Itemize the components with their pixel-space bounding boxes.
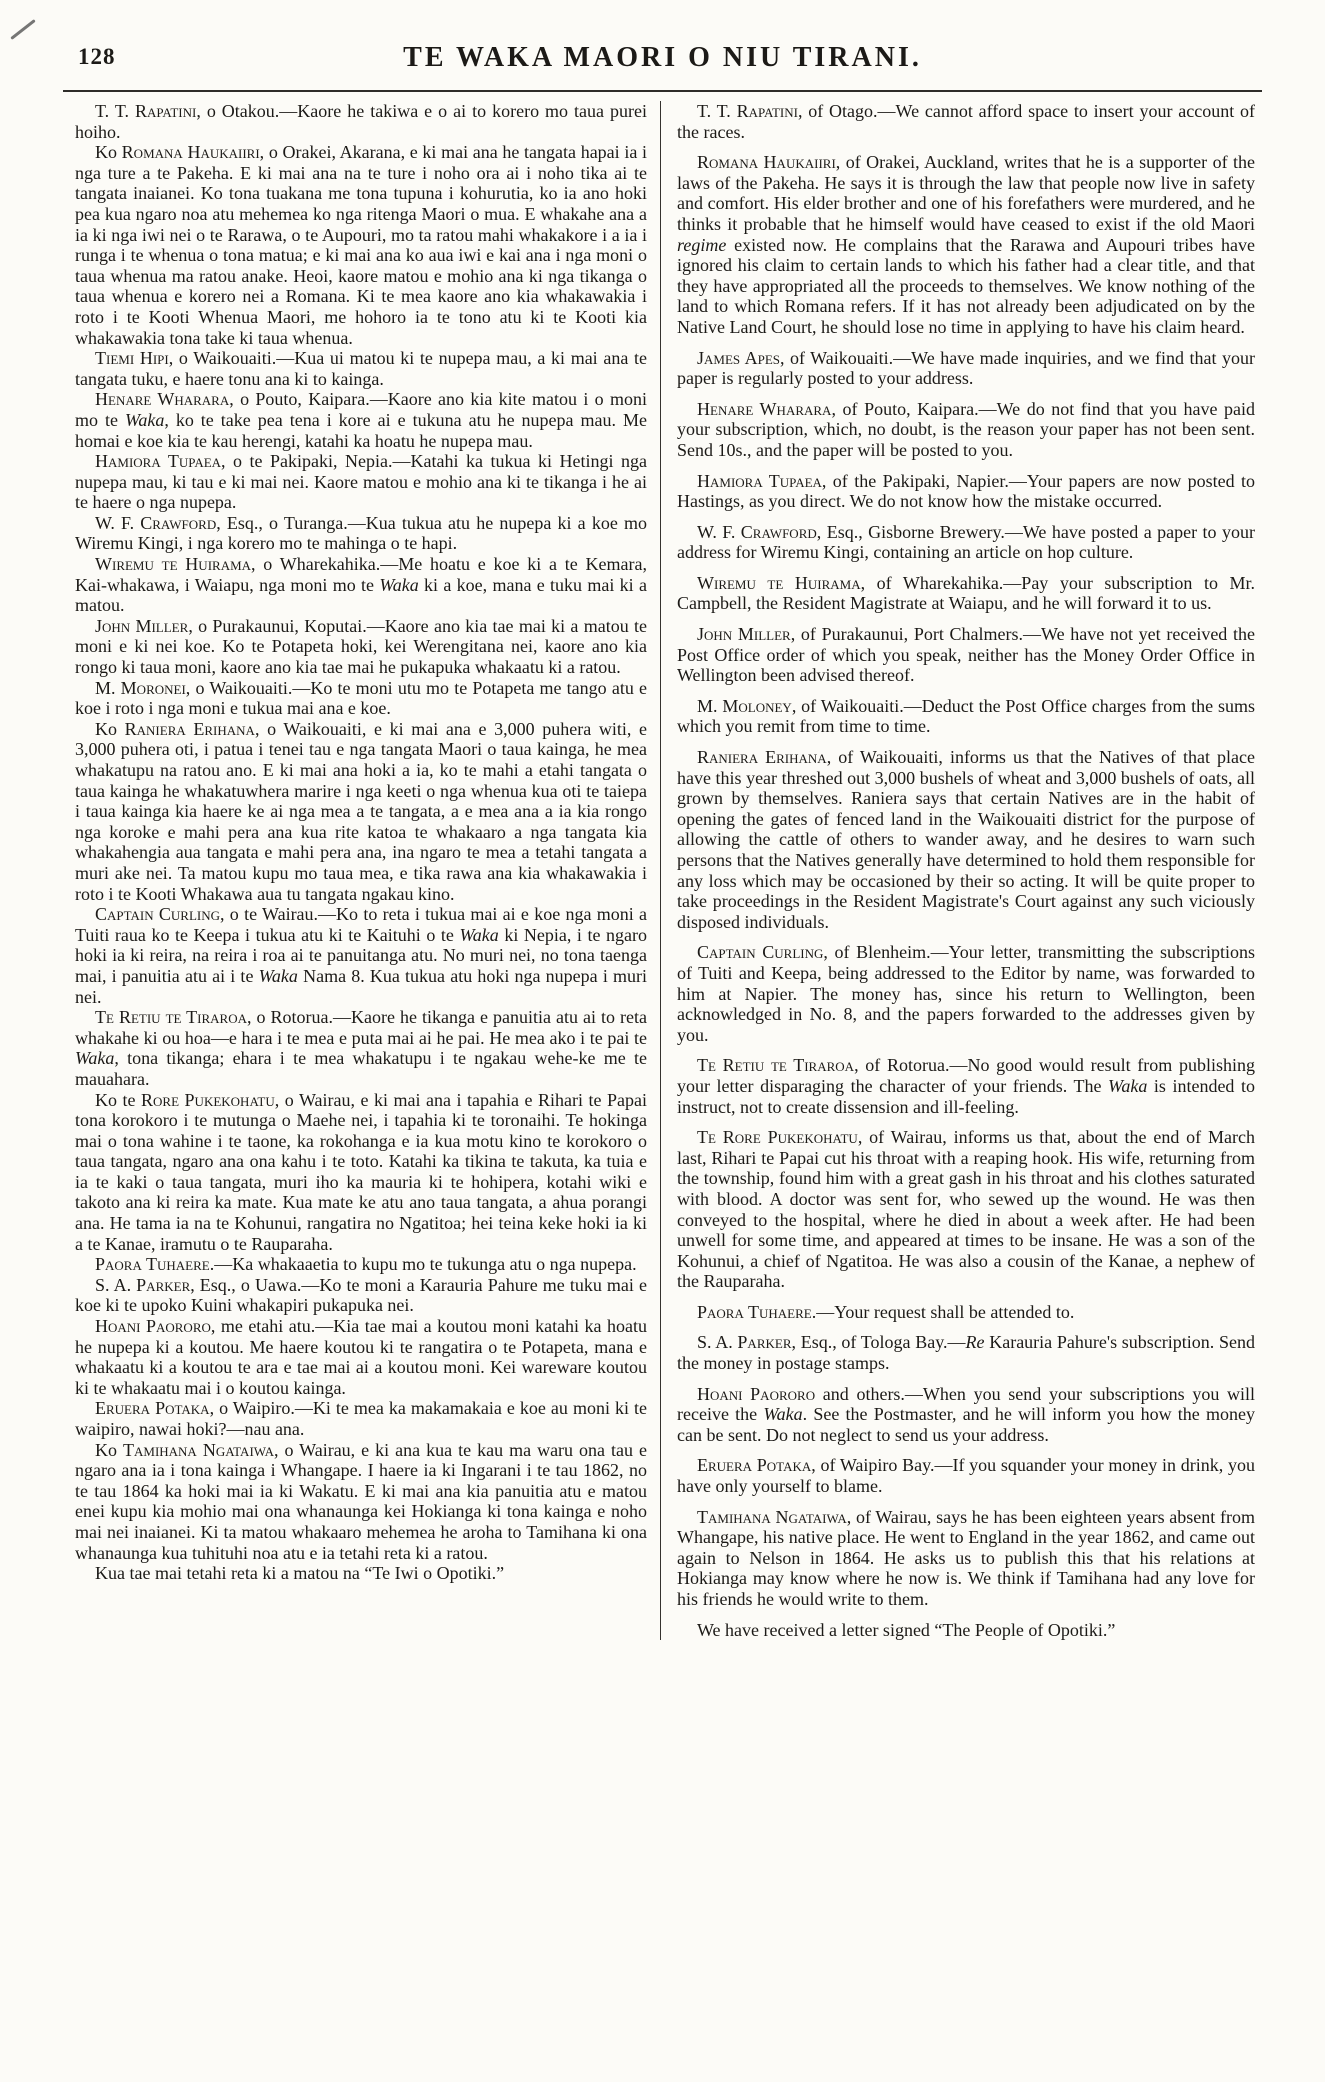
text-run: , o Rotorua.—Kaore he tikanga e panuitia atu ai to reta whakahe ki ou hoa—e hara i te mea e puta mai ai he pai. He mea ako i te pai te	[75, 1007, 647, 1048]
italic-text-run: Waka	[459, 924, 499, 945]
left-column-maori	[75, 101, 660, 1640]
notice-paragraph	[677, 1507, 1255, 1610]
correspondent-name: Hoani Paororo	[95, 1316, 211, 1337]
text-run: , of Orakei, Auckland, writes that he is a supporter of the laws of the Pakeha. He says it is through the law that people now live in safety and comfort. His elder brother and one of his forefathers were murdered, and he thinks it probable that he himself would have ceased to exist if the old Maori	[677, 152, 1256, 234]
text-run: .—Your request shall be attended to.	[811, 1301, 1075, 1322]
notice-paragraph	[677, 1620, 1255, 1641]
correspondent-name: Romana Haukaiiri	[697, 152, 836, 173]
notice-paragraph	[75, 451, 647, 513]
notice-paragraph	[677, 471, 1255, 512]
correspondent-name: Eruera Potaka	[697, 1455, 812, 1476]
correspondent-name: W. F. Crawford	[697, 521, 817, 542]
text-run: Karauria Pahure's subscription. Send the money in postage stamps.	[677, 1332, 1255, 1374]
italic-text-run: Waka	[258, 965, 298, 986]
correspondent-name: W. F. Crawford	[95, 512, 217, 533]
text-run: , o Wairau, e ki mai ana i tapahia e Rihari te Papai tona korokoro i te mutunga o Maehe nei, i tapahia ki te toronaihi. Te hokinga mai o tona wahine i te taone, ka rokohanga e ia kua motu kino te korokoro o taua tangata, ngaro ana ona kahu i te toto. Katahi ka tikina te takuta, ka tuia e ia te kaki o taua tangata, muri iho ka mauria ki te hohipera, kotahi wiki e takoto ana ki reira ka mate. Kua mate ke atu ano taua tangata, a ahua porangi ana. He tama ia na te Kohunui, rangatira no Ngatitoa; hei teina keke hoki ia ki a te Kanae, iramutu o te Rauparaha.	[75, 1089, 647, 1254]
page-header	[0, 0, 1325, 86]
text-run: is intended to instruct, not to create dissension and ill-feeling.	[677, 1075, 1255, 1117]
notice-paragraph	[677, 399, 1255, 461]
notice-paragraph	[75, 1440, 647, 1564]
text-run: , o Orakei, Akarana, e ki mai ana he tangata hapai ia i nga ture a te Pakeha. E ki mai ana na te ture i noho ora ai i noho tika ai te tangata inaianei. Ko tona tuakana me tona tupuna i kohurutia, ko ia ano hoki pea kua ngaro noa atu mehemea ko nga ritenga Maori o mua. E whakahe ana a ia ki nga iwi nei o te Rarawa, o te Aupouri, mo ta ratou mahi whakakore i a ia i runga i te whenua o tona matua; e ki mai ana ko aua iwi e kai ana i nga moni o taua whenua ma ratou anake. Heoi, kaore matou e mohio ana ki nga tikanga o taua whenua e korero nei a Romana. Ki te mea kaore ano kia whakawakia i roto i te Kooti Whenua Maori, me hohoro ia te tono atu ki te Kooti kia whakawakia tona take ki taua whenua.	[75, 142, 647, 348]
text-run: , of Purakaunui, Port Chalmers.—We have not yet received the Post Office order of which you speak, neither has the Money Order Office in Wellington been advised thereof.	[677, 624, 1256, 686]
text-run: . See the Postmaster, and he will inform you how the money can be sent. Do not neglect to send us your address.	[677, 1404, 1255, 1445]
notice-paragraph	[75, 1563, 647, 1584]
text-run: Ko te	[95, 1089, 142, 1110]
text-run: , o Purakaunui, Koputai.—Kaore ano kia tae mai ki a matou te moni e ki nei koe. Ko te Potapeta hoki, kei Werengitana nei, kaore ano kia rongo ki taua moni, kaore ano kia tae mai he pukapuka whakaatu ki a ratou.	[75, 615, 648, 678]
correspondent-name: Henare Wharara	[697, 398, 832, 419]
correspondent-name: Hamiora Tupaea	[697, 470, 822, 491]
text-run: and others.—When you send your subscriptions you will receive the	[677, 1383, 1256, 1425]
text-run: , o te Pakipaki, Nepia.—Katahi ka tukua ki Hetingi nga nupepa mau, ki tau e ki mai nei. Kaore matou e mohio ana ki te tikanga i he ai te haere o nga nupepa.	[75, 451, 647, 513]
correspondent-name: Wiremu te Huirama	[697, 572, 861, 593]
notice-paragraph	[75, 554, 647, 616]
text-run: , tona tikanga; ehara i te mea whakatupu i te ngakau wehe-ke me te mauahara.	[75, 1048, 647, 1089]
correspondent-name: Wiremu te Huirama	[95, 554, 252, 575]
text-run: , Esq., of Tologa Bay.—	[791, 1332, 966, 1353]
notice-paragraph	[677, 1127, 1255, 1292]
text-run: , o Waipiro.—Ki te mea ka makamakaia e koe au moni ki te waipiro, nawai hoki?—nau ana.	[75, 1398, 648, 1439]
correspondent-name: Raniera Erihana	[124, 718, 255, 739]
correspondent-name: Eruera Potaka	[95, 1398, 210, 1419]
correspondent-name: Hamiora Tupaea	[95, 451, 222, 472]
correspondent-name: M. Moloney	[697, 695, 792, 716]
correspondent-name: Captain Curling	[697, 942, 824, 963]
text-run: , Esq., o Uawa.—Ko te moni a Karauria Pahure me tuku mai e koe ki te upoko Kuini whakapiri pukapuka nei.	[75, 1274, 647, 1316]
correspondent-name: Te Rore Pukekohatu	[697, 1127, 858, 1148]
text-run: , ko te take pea tena i kore ai e tukuna atu he nupepa mau. Me homai e koe kia te kau herengi, katahi ka hoatu he nupepa mau.	[75, 409, 648, 451]
correspondent-name: M. Moronei	[95, 677, 186, 698]
italic-text-run: Waka	[763, 1404, 803, 1425]
text-run: , o te Wairau.—Ko to reta i tukua mai ai e koe nga moni a Tuiti raua ko te Keepa i tukua atu ki te Kaituhi o te	[75, 904, 648, 945]
text-run: , of the Pakipaki, Napier.—Your papers are now posted to Hastings, as you direct. We do not know how the mistake occurred.	[677, 470, 1255, 512]
notice-paragraph	[75, 616, 647, 678]
correspondent-name: S. A. Parker	[95, 1274, 191, 1295]
notice-paragraph	[75, 1316, 647, 1398]
text-run: , of Waikouaiti.—We have made inquiries, and we find that your paper is regularly posted to your address.	[677, 347, 1255, 389]
content-columns	[0, 92, 1325, 1640]
text-run: , Esq., o Turanga.—Kua tukua atu he nupepa ki a koe mo Wiremu Kingi, i nga korero mo te mahinga o te hapi.	[75, 512, 647, 554]
notice-paragraph	[677, 1455, 1255, 1496]
text-run: , of Waikouaiti.—Deduct the Post Office charges from the sums which you remit from time to time.	[677, 695, 1255, 737]
notice-paragraph	[677, 942, 1255, 1045]
notice-paragraph	[677, 1332, 1255, 1373]
correspondent-name: John Miller	[697, 624, 791, 645]
notice-paragraph	[677, 101, 1255, 142]
italic-text-run: Re	[965, 1332, 985, 1353]
notice-paragraph	[677, 1384, 1255, 1446]
text-run: , o Wairau, e ki ana kua te kau ma waru ona tau e ngaro ana ia i tona kainga i Whangape. I haere ia ki Ingarani i te tau 1862, no te tau 1864 ka hoki mai ia ki Wakatu. E ki mai ana kia panuitia atu e matou enei kupu kia mohio mai ona whanaunga kei Hokianga ki tona kainga e noho mai nei inaianei. Ki ta matou whakaaro mehemea he aroha to Tamihana ki ona whanaunga kua tuhituhi noa atu e ia tetahi reta ki a ratou.	[75, 1439, 648, 1563]
italic-text-run: regime	[677, 234, 727, 255]
notice-paragraph	[677, 696, 1255, 737]
notice-paragraph	[677, 624, 1255, 686]
text-run: Nama 8. Kua tukua atu hoki nga nupepa i muri nei.	[75, 965, 647, 1007]
correspondent-name: Paora Tuhaere	[95, 1254, 210, 1275]
correspondent-name: Hoani Paororo	[697, 1383, 816, 1404]
correspondent-name: Rore Pukekohatu	[141, 1089, 275, 1110]
page-number: 128	[78, 44, 116, 69]
text-run: ki a koe, mana e tuku mai ki a matou.	[75, 574, 647, 616]
italic-text-run: Waka	[75, 1048, 115, 1069]
correspondent-name: Tamihana Ngataiwa	[123, 1439, 274, 1460]
text-run: , o Pouto, Kaipara.—Kaore ano kia kite matou i o moni mo te	[75, 389, 647, 430]
text-run: , Esq., Gisborne Brewery.—We have posted a paper to your address for Wiremu Kingi, containing an article on hop culture.	[677, 521, 1255, 563]
notice-paragraph	[75, 1090, 647, 1255]
text-run: , o Waikouaiti.—Ko te moni utu mo te Potapeta me tango atu e koe i roto i nga moni e tukua mai ana e koe.	[75, 677, 647, 719]
text-run: .—Ka whakaaetia to kupu mo te tukunga atu o nga nupepa.	[209, 1254, 637, 1275]
text-run: , me etahi atu.—Kia tae mai a koutou moni katahi ka hoatu he nupepa ki a koutou. Me haere koutou ki te rangatira o te Potapeta, mana e whakaatu ki a koutou te ara e tae mai ai a koutou moni. Kei wareware koutou ki te whakaatu mai i o koutou kainga.	[75, 1316, 647, 1398]
notice-paragraph	[677, 1302, 1255, 1323]
notice-paragraph	[75, 1254, 647, 1275]
correspondent-name: Captain Curling	[95, 904, 221, 925]
text-run: , of Wairau, informs us that, about the end of March last, Rihari te Papai cut his throat with a reaping hook. His wife, returning from the township, found him with a great gash in his throat and his clothes saturated with blood. A doctor was sent for, who sewed up the wound. He was then conveyed to the hospital, where he died in about a week after. He had been unwell for some time, and appeared at times to be insane. He was a son of the Kohunui, a chief of Ngatitoa. He was also a cousin of the Kanae, a nephew of the Rauparaha.	[677, 1127, 1255, 1292]
correspondent-name: Te Retiu te Tiraroa	[95, 1007, 247, 1028]
text-run: , o Otakou.—Kaore he takiwa e o ai to korero mo taua purei hoiho.	[75, 101, 647, 142]
notice-paragraph	[75, 101, 647, 142]
notice-paragraph	[75, 389, 647, 451]
correspondent-name: Paora Tuhaere	[697, 1301, 812, 1322]
text-run: , o Wharekahika.—Me hoatu e koe ki a te Kemara, Kai-whakawa, i Waiapu, nga moni mo te	[75, 554, 647, 595]
correspondent-name: Henare Wharara	[95, 389, 230, 410]
correspondent-name: T. T. Rapatini	[95, 101, 197, 121]
text-run: ki Nepia, i te ngaro hoki ia ki reira, na reira i roa ai te panuitanga atu. No muri nei, no tona taenga mai, i panuitia atu ai i te	[75, 924, 647, 986]
text-run: We have received a letter signed “The People of Opotiki.”	[697, 1619, 1116, 1640]
text-run: , of Otago.—We cannot afford space to insert your account of the races.	[677, 101, 1255, 142]
text-run: Ko	[95, 718, 125, 739]
italic-text-run: Waka	[1108, 1075, 1148, 1096]
text-run: , of Blenheim.—Your letter, transmitting the subscriptions of Tuiti and Keepa, being addressed to the Editor by name, was forwarded to him at Napier. The money has, since his return to Wellington, been acknowledged in No. 8, and the papers forwarded to the addresses given by you.	[677, 942, 1255, 1045]
correspondent-name: Tamihana Ngataiwa	[697, 1506, 847, 1527]
notice-paragraph	[75, 142, 647, 348]
text-run: , o Waikouaiti, e ki mai ana e 3,000 puhera witi, e 3,000 puhera oti, i patua i tenei tau e nga tangata Maori o taua kainga, he mea whakatupu na ratou ano. E ki mai ana hoki a ia, ko te mahi a etahi tangata o taua kainga he whakatuwhera marire i nga keeti o nga whenua kua oti te taiepa i taua kainga kia haere ke ai nga mea a te tangata, a e mea ana a ia kia rongo nga koroke e mahi pera ana kua rite katoa te whakaaro a nga tangata kia whakahengia aua tangata e mahi pera ana, ina ngaro te mea a tetahi tangata a muri ake nei. Ta matou kupu mo taua mea, e tika rawa ana kia whakawakia i roto i te Kooti Whakawa aua tu tangata ngakau kino.	[75, 718, 647, 904]
correspondent-name: Te Retiu te Tiraroa	[697, 1055, 855, 1076]
notice-paragraph	[75, 719, 647, 904]
text-run: , o Waikouaiti.—Kua ui matou ki te nupepa mau, a ki mai ana te tangata tuku, e haere tonu ana ki to kainga.	[75, 348, 647, 389]
notice-paragraph	[677, 1055, 1255, 1117]
correspondent-name: James Apes	[697, 347, 781, 368]
correspondent-name: Tiemi Hipi	[95, 348, 169, 369]
notice-paragraph	[677, 747, 1255, 932]
italic-text-run: Waka	[124, 409, 165, 430]
notice-paragraph	[75, 678, 647, 719]
correspondent-name: John Miller	[95, 615, 189, 636]
notice-paragraph	[677, 573, 1255, 614]
notice-paragraph	[75, 513, 647, 554]
notice-paragraph	[677, 348, 1255, 389]
correspondent-name: S. A. Parker	[697, 1332, 792, 1353]
page-title: TE WAKA MAORI O NIU TIRANI.	[403, 42, 922, 73]
correspondent-name: Raniera Erihana	[697, 747, 827, 768]
notice-paragraph	[75, 904, 647, 1007]
correspondent-name: Romana Haukaiiri	[121, 142, 260, 163]
text-run: , of Wharekahika.—Pay your subscription to Mr. Campbell, the Resident Magistrate at Waiapu, and he will forward it to us.	[677, 572, 1256, 614]
text-run: existed now. He complains that the Rarawa and Aupouri tribes have ignored his claim to certain lands to which his father had a clear title, and that they have appropriated all the proceeds to themselves. We know nothing of the land to which Romana refers. If it has not already been adjudicated on by the Native Land Court, he should lose no time in applying to have his claim heard.	[677, 234, 1255, 337]
text-run: , of Wairau, says he has been eighteen years absent from Whangape, his native place. He went to England in the year 1862, and came out again to Nelson in 1864. He asks us to publish this that his relations at Hokianga may know where he now is. We think if Tamihana had any love for his friends he would write to them.	[677, 1506, 1255, 1609]
text-run: , of Pouto, Kaipara.—We do not find that you have paid your subscription, which, no doubt, is the reason your paper has not been sent. Send 10s., and the paper will be posted to you.	[677, 398, 1255, 460]
notice-paragraph	[75, 348, 647, 389]
text-run: Ko	[95, 1439, 123, 1460]
notice-paragraph	[75, 1007, 647, 1089]
correspondent-name: T. T. Rapatini	[697, 101, 798, 121]
text-run: , of Waipiro Bay.—If you squander your money in drink, you have only yourself to blame.	[677, 1455, 1255, 1497]
italic-text-run: Waka	[379, 574, 419, 595]
right-column-english	[661, 101, 1255, 1640]
text-run: , of Waikouaiti, informs us that the Natives of that place have this year threshed out 3,000 bushels of wheat and 3,000 bushels of oats, all grown by themselves. Raniera says that certain Natives are in the habit of opening the gates of fenced land in the Waikouaiti district for the purpose of allowing the cattle of others to wander away, and he desires to warn such persons that the Natives generally have determined to hold them responsible for any loss which may be occasioned by their so acting. It will be quite proper to take proceedings in the Resident Magistrate's Court against any such viciously disposed individuals.	[677, 747, 1255, 932]
text-run: , of Rotorua.—No good would result from publishing your letter disparaging the character of your friends. The	[677, 1055, 1255, 1096]
text-run: Kua tae mai tetahi reta ki a matou na “Te Iwi o Opotiki.”	[95, 1563, 505, 1584]
notice-paragraph	[75, 1275, 647, 1316]
text-run: Ko	[95, 142, 122, 163]
notice-paragraph	[677, 152, 1255, 337]
notice-paragraph	[677, 522, 1255, 563]
notice-paragraph	[75, 1398, 647, 1439]
